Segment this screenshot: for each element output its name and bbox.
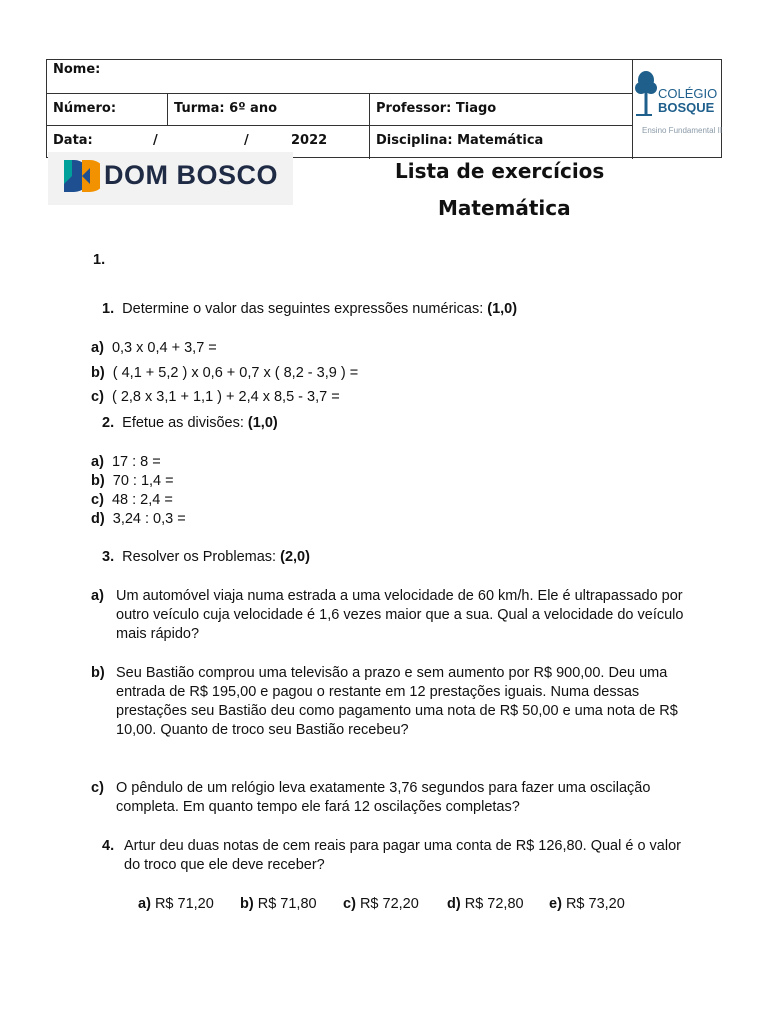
q2-item-a: a) 17 : 8 =	[91, 454, 161, 470]
q2-item-d: d) 3,24 : 0,3 =	[91, 511, 186, 527]
school-name-line2: BOSQUE	[658, 100, 715, 115]
professor-label: Professor: Tiago	[376, 101, 497, 116]
data-label: Data:	[53, 133, 93, 148]
page-title: Lista de exercícios	[395, 159, 605, 183]
q2-item-c: c) 48 : 2,4 =	[91, 492, 173, 508]
dom-bosco-wordmark: DOM BOSCO	[104, 160, 279, 190]
q1-item-c: c) ( 2,8 x 3,1 + 1,1 ) + 2,4 x 8,5 - 3,7 =	[91, 389, 340, 405]
q3-item-b-text: Seu Bastião comprou uma televisão a prazo e sem aumento por R$ 900,00. Deu uma entrada de R$ 195,00 e pagou o restante em 12 prestações iguais. Numa dessas prestações seu Bastião deu como pagamento uma nota de R$ 50,00 e uma nota de R$ 10,00. Quanto de troco seu Bastião recebeu?	[116, 665, 678, 738]
q4-option-c: c) R$ 72,20	[343, 896, 419, 912]
q4-number: 4.	[102, 838, 115, 854]
q3-item-a-label: a)	[91, 588, 104, 604]
section-number: 1.	[93, 252, 106, 268]
question-4: Artur deu duas notas de cem reais para pagar uma conta de R$ 126,80. Qual é o valor do troco que ele deve receber?	[124, 838, 681, 873]
q4-option-e: e) R$ 73,20	[549, 896, 625, 912]
question-2: 2. Efetue as divisões: (1,0)	[102, 415, 278, 431]
q4-option-b: b) R$ 71,80	[240, 896, 317, 912]
dom-bosco-mark-icon	[62, 158, 100, 194]
q3-item-b-label: b)	[91, 665, 105, 681]
question-1: 1. Determine o valor das seguintes expressões numéricas: (1,0)	[102, 301, 518, 317]
school-name-line1: COLÉGIO	[658, 86, 718, 101]
q3-item-c-text: O pêndulo de um relógio leva exatamente 3,76 segundos para fazer uma oscilação completa. Em quanto tempo ele fará 12 oscilações completas?	[116, 780, 651, 815]
q1-item-b: b) ( 4,1 + 5,2 ) x 0,6 + 0,7 x ( 8,2 - 3,9 ) =	[91, 365, 359, 381]
data-slash-2: /	[244, 133, 249, 148]
colegio-bosque-logo	[632, 66, 723, 146]
turma-label: Turma: 6º ano	[174, 101, 278, 116]
q3-item-c-label: c)	[91, 780, 104, 796]
dom-bosco-logo	[48, 152, 293, 205]
nome-label: Nome:	[53, 62, 101, 77]
page-subtitle: Matemática	[438, 196, 571, 220]
data-slash-1: /	[153, 133, 158, 148]
header-table	[46, 59, 722, 158]
q1-item-a: a) 0,3 x 0,4 + 3,7 =	[91, 340, 217, 356]
q4-option-a: a) R$ 71,20	[138, 896, 214, 912]
data-year: 2022	[291, 133, 328, 148]
school-subtitle: Ensino Fundamental II	[642, 126, 723, 135]
q4-option-d: d) R$ 72,80	[447, 896, 524, 912]
q2-item-b: b) 70 : 1,4 =	[91, 473, 174, 489]
numero-label: Número:	[53, 101, 117, 116]
disciplina-label: Disciplina: Matemática	[376, 133, 544, 148]
question-3: 3. Resolver os Problemas: (2,0)	[102, 549, 310, 565]
q3-item-a-text: Um automóvel viaja numa estrada a uma velocidade de 60 km/h. Ele é ultrapassado por outro veículo cuja velocidade é 1,6 vezes maior que a sua. Qual a velocidade do veículo mais rápido?	[116, 588, 684, 642]
